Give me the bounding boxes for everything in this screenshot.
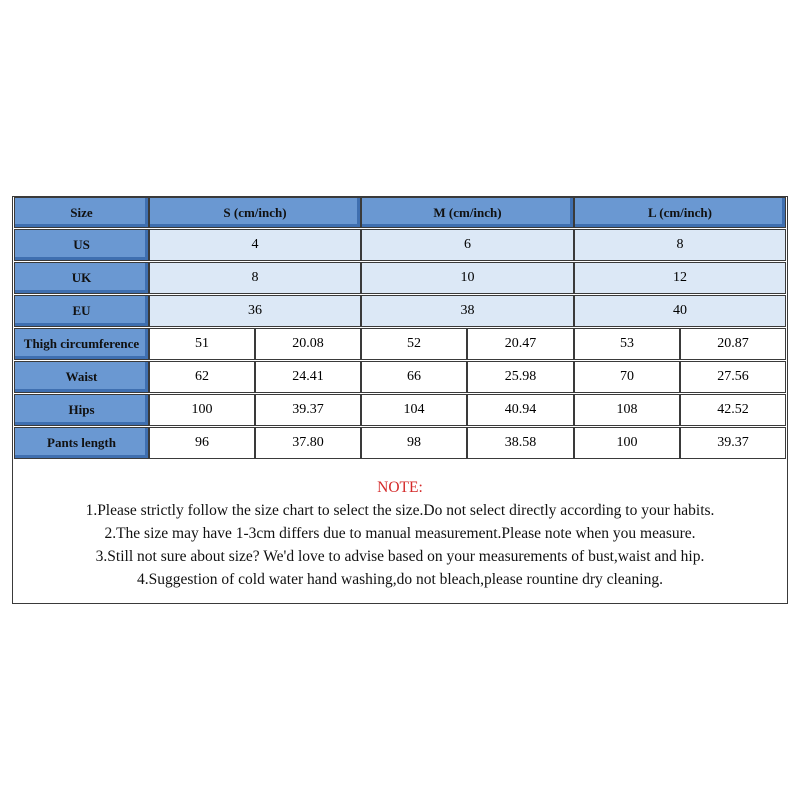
thigh-m-inch: 20.47 [467,328,574,360]
note-line-1: 1.Please strictly follow the size chart to select the size.Do not select directly according to your habits. [85,502,715,519]
us-s: 4 [149,229,361,261]
waist-s-inch: 24.41 [255,361,361,393]
waist-m-inch: 25.98 [467,361,574,393]
us-l: 8 [574,229,786,261]
hips-l-cm: 108 [574,394,680,426]
thigh-s-inch: 20.08 [255,328,361,360]
pants-l-cm: 100 [574,427,680,459]
pants-s-inch: 37.80 [255,427,361,459]
row-label-thigh: Thigh circumference [14,328,149,360]
waist-l-cm: 70 [574,361,680,393]
hips-m-cm: 104 [361,394,467,426]
eu-s: 36 [149,295,361,327]
row-label-hips: Hips [14,394,149,426]
thigh-s-cm: 51 [149,328,255,360]
waist-l-inch: 27.56 [680,361,786,393]
thigh-m-cm: 52 [361,328,467,360]
waist-m-cm: 66 [361,361,467,393]
header-size: Size [14,197,149,228]
note-line-2: 2.The size may have 1-3cm differs due to manual measurement.Please note when you measure. [104,525,696,542]
uk-s: 8 [149,262,361,294]
note-line-3: 3.Still not sure about size? We'd love to advise based on your measurements of bust,waist and hip. [95,548,705,565]
hips-s-cm: 100 [149,394,255,426]
row-label-pants-length: Pants length [14,427,149,459]
pants-m-inch: 38.58 [467,427,574,459]
uk-m: 10 [361,262,574,294]
row-label-us: US [14,229,149,261]
hips-s-inch: 39.37 [255,394,361,426]
thigh-l-cm: 53 [574,328,680,360]
uk-l: 12 [574,262,786,294]
row-label-uk: UK [14,262,149,294]
header-size-m: M (cm/inch) [361,197,574,228]
row-label-eu: EU [14,295,149,327]
pants-l-inch: 39.37 [680,427,786,459]
note-line-4: 4.Suggestion of cold water hand washing,do not bleach,please rountine dry cleaning. [136,571,663,588]
row-label-waist: Waist [14,361,149,393]
header-size-l: L (cm/inch) [574,197,786,228]
pants-m-cm: 98 [361,427,467,459]
pants-s-cm: 96 [149,427,255,459]
hips-l-inch: 42.52 [680,394,786,426]
waist-s-cm: 62 [149,361,255,393]
notes-section [14,460,786,602]
hips-m-inch: 40.94 [467,394,574,426]
eu-l: 40 [574,295,786,327]
note-title: NOTE: [377,479,423,496]
header-size-s: S (cm/inch) [149,197,361,228]
thigh-l-inch: 20.87 [680,328,786,360]
eu-m: 38 [361,295,574,327]
us-m: 6 [361,229,574,261]
